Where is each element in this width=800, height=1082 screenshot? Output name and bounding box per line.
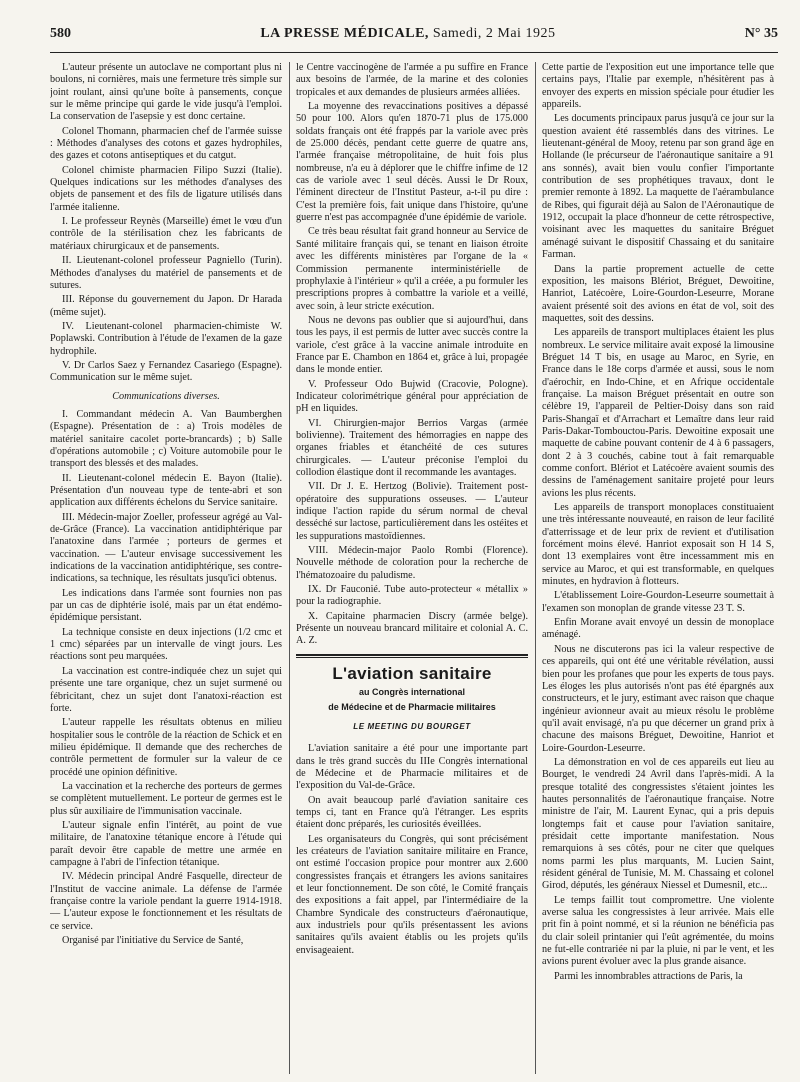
paragraph: V. Dr Carlos Saez y Fernandez Casariego (Espagne). Communication sur le même sujet. — [50, 359, 282, 384]
paragraph: La vaccination est contre-indiquée chez un sujet qui présente une tare organique, chez un sujet surmené ou fébricitant, chez un sujet dont l'anatoxi-réaction est forte. — [50, 665, 282, 714]
column-left — [50, 62, 282, 1074]
journal-title-line — [260, 26, 555, 42]
paragraph: Parmi les innombrables attractions de Paris, la — [554, 970, 743, 982]
column-middle — [296, 62, 528, 1074]
paragraph: L'auteur signale enfin l'intérêt, au point de vue militaire, de l'anatoxine tétanique encore à l'étude qui paraît devoir être capable de mettre une armée en campagne à l'abri de l'infection tétanique. — [50, 819, 282, 868]
paragraph: IV. Médecin principal André Fasquelle, directeur de l'Institut de vaccine animale. La défense de l'armée française contre la variole pendant la guerre 1914-1918. — L'auteur expose le fonctionnement et les résultats de ce service. — [50, 871, 282, 932]
paragraph: Les indications dans l'armée sont fournies non pas par un cas de diphtérie isolé, mais par un état endémo-épidémique persistant. — [50, 587, 282, 624]
journal-title: LA PRESSE MÉDICALE, — [260, 26, 429, 41]
paragraph: VII. Dr J. E. Hertzog (Bolivie). Traitement post-opératoire des suppurations osseuses. — L'auteur indique l'action rapide du sérum normal de cheval desséché sur lactose, particulièrement dans les ostéites et les suppurations mastoïdiennes. — [296, 481, 528, 542]
paragraph: le Centre vaccinogène de l'armée a pu suffire en France aux besoins de l'armée, de la marine et des colonies tropicales et aux demandes de plusieurs armées alliées. — [296, 62, 528, 98]
page-header — [50, 26, 778, 53]
paragraph: X. Capitaine pharmacien Discry (armée belge). Présente un nouveau brancard militaire et colonial A. C. A. Z. — [296, 610, 528, 647]
paragraph: Le temps faillit tout compromettre. Une violente averse salua les congressistes à leur arrivée. Mais elle prit fin à point nommé, et si la réunion ne bénéficia pas du clair soleil printanier qui l'eût agrémentée, du moins ne fut-elle contrariée ni par la pluie, ni par le vent, et les avions purent évoluer avec la plus grande aisance. — [542, 894, 774, 968]
paragraph: Cette partie de l'exposition eut une importance telle que certains pays, l'Italie par exemple, n'hésitèrent pas à envoyer des experts en mission spéciale pour étudier les appareils. — [542, 62, 774, 111]
paragraph: Nous ne devons pas oublier que si aujourd'hui, dans tous les pays, il est permis de lutter avec succès contre la variole, c'est grâce à la vaccine animale introduite en France par E. Chambon en 1864 et, grâce à lui, propagée dans le monde entier. — [296, 314, 528, 376]
paragraph: Les organisateurs du Congrès, qui sont précisément les créateurs de l'aviation sanitaire militaire en France, ont estimé l'occasion propice pour montrer aux 2.600 congressistes français et étrangers les avions sanitaires et leur fonctionnement. De son côté, le Comité français des expositions a fait appel, par l'intermédiaire de la Chambre Syndicale des constructeurs d'aéronautique, aux industriels pour qu'ils présentassent les avions sanitaires qu'ils avaient établis ou les projets qu'ils envisageaient. — [296, 833, 528, 956]
paragraph: Les appareils de transport multiplaces étaient les plus nombreux. Le service militaire avait exposé la limousine Bréguet 14 T bis, en usage au Maroc, en Syrie, en France dans le 18e corps d'armée et aussi, sous le nom d'aérochir, en Indo-Chine, et en Afrique occidentale française. La maison Bréguet présentait en outre son célèbre 19, l'appareil de Peltier-Doisy dans son raid Paris-Shangaï et d'Arrachart et Lemaître dans leur raid Paris-Dakar-Tombouctou-Paris. Dewoitine exposait une maquette de cabine pouvant contenir de 4 à 6 passagers, dont 2 à 3 couchés, cabine tout à fait remarquable comme confort. Blériot et Latécoère avaient soumis des dessins de l'aménagement sanitaire projeté pour leurs avions les plus récents. — [542, 327, 774, 499]
paragraph: Colonel chimiste pharmacien Filipo Suzzi (Italie). Quelques indications sur les méthodes d'analyses des objets de pansement et des fils de ligature utilisés dans l'armée italienne. — [50, 164, 282, 213]
paragraph: IV. Lieutenant-colonel pharmacien-chimiste W. Poplawski. Contribution à l'étude de l'examen de la gaze hydrophile. — [50, 320, 282, 357]
paragraph: VI. Chirurgien-major Berrios Vargas (armée bolivienne). Traitement des hémorragies en nappe des organes friables et étanchéité de ces sutures chirurgicales. — L'auteur préconise l'emploi du collodion élastique dont il recommande les avantages. — [296, 417, 528, 478]
paragraph: L'auteur présente un autoclave ne comportant plus ni boulons, ni cornières, mais une fermeture très simple sur joint roulant, ainsi qu'une boîte à pansements, conçue sur le même principe qui garde le vide jusqu'à l'emploi. La conservation de l'asepsie y est donc certaine. — [50, 62, 282, 123]
paragraph: La vaccination et la recherche des porteurs de germes se complètent mutuellement. Le porteur de germes est le plus sûr auxiliaire de l'immunisation vaccinale. — [50, 780, 282, 817]
paragraph: On avait beaucoup parlé d'aviation sanitaire ces temps ci, tant en France qu'à l'étranger. Les esprits étaient donc préparés, les curiosités éveillées. — [296, 794, 528, 831]
paragraph: Les documents principaux parus jusqu'à ce jour sur la question avaient été rassemblés dans des vitrines. Le lieutenant-général de Mooy, retenu par son grand âge en Hollande (le précurseur de l'aéronautique sanitaire a 91 ans sonnés), avait bien voulu confier l'importante contribution de ses prophétiques travaux, dont le premier remonte à 1892. La maquette de l'aérambulance de Ribes, qui figurait déjà au Salon de l'Aéronautique de 1912, occupait la place d'honneur de cette rétrospective, voisinant avec les maquettes du sanitaire Bréguet aménagé suivant le dispositif Chassaing et du sanitaire Farman. — [542, 113, 774, 261]
issue-number: N° 35 — [744, 26, 778, 41]
section-divider — [296, 654, 528, 656]
paragraph: Dans la partie proprement actuelle de cette exposition, les maisons Blériot, Bréguet, Dewoitine, Hanriot, Latécoère, Loire-Gourdon-Leseurre, Morane avaient présenté soit des avions en état de vol, soit des maquettes, soit des dessins. — [542, 263, 774, 324]
paragraph: Nous ne discuterons pas ici la valeur respective de ces appareils, qui ont été une véritable révélation, aussi bien pour les profanes que pour les experts de tous pays. Les éloges les plus autorisés n'ont pas été épargnés aux constructeurs, et le jury, estimant avec raison que chaque ingénieur avionneur avait au mieux résolu le problème qu'il avait envisagé, n'a pu que décerner un grand prix à chacune des maisons Bréguet, Dewoitine, Hanriot et Loire-Gourdon-Leseurre. — [542, 643, 774, 754]
column-right — [542, 62, 774, 1074]
text-columns — [50, 62, 778, 1074]
paragraph: VIII. Médecin-major Paolo Rombi (Florence). Nouvelle méthode de coloration pour la recherche de l'hématozoaire du paludisme. — [296, 545, 528, 581]
page-number: 580 — [50, 26, 71, 41]
paragraph: Enfin Morane avait envoyé un dessin de monoplace aménagé. — [542, 617, 774, 641]
paragraph: Organisé par l'initiative du Service de Santé, — [62, 935, 244, 947]
paragraph: La moyenne des revaccinations positives a dépassé 50 pour 100. Alors qu'en 1870-71 plus de 175.000 soldats français ont été frappés par la variole avec près de 25.000 décès, pendant cette guerre de quatre ans, l'armée française métropolitaine, de huit fois plus nombreuse, n'a eu à déplorer que le chiffre infime de 12 cas de variole avec 1 seul décès. Aussi le Dr Roux, l'éminent directeur de l'Institut Pasteur, a-t-il pu dire : C'est la première fois, fait unique dans l'histoire, qu'une guerre n'est pas accompagnée d'une épidémie de variole. — [296, 101, 528, 224]
paragraph: Colonel Thomann, pharmacien chef de l'armée suisse : Méthodes d'analyses des cotons et gazes hydrophiles, des gazes et cotons antiseptiques et du catgut. — [50, 125, 282, 162]
paragraph: L'établissement Loire-Gourdon-Leseurre soumettait à l'examen son monoplan de grande vitesse 23 T. S. — [542, 590, 774, 614]
article-title: L'aviation sanitaire — [332, 663, 492, 683]
article-subtitle: de Médecine et de Pharmacie militaires — [328, 701, 496, 712]
paragraph: I. Le professeur Reynès (Marseille) émet le vœu d'un contrôle de la stérilisation chez les fabricants de matériaux chirurgicaux et de pansements. — [50, 216, 282, 252]
section-subheading: Communications diverses. — [112, 390, 220, 402]
column-divider — [535, 62, 536, 1074]
paragraph: V. Professeur Odo Bujwid (Cracovie, Pologne). Indicateur colorimétrique général pour appréciation de pH en liquides. — [296, 378, 528, 415]
article-subtitle: au Congrès international — [358, 687, 465, 698]
paragraph: IX. Dr Fauconié. Tube auto-protecteur « métallix » pour la radiographie. — [296, 584, 528, 608]
paragraph: La démonstration en vol de ces appareils eut lieu au Bourget, le vendredi 24 Avril dans l'après-midi. A la presque totalité des congressistes s'étaient jointes les hautes personnalités de l'aéronautique française. Notre ministre de l'air, M. Laurent Eynac, qui a pris depuis longtemps fait et cause pour l'aviation sanitaire, présidait cette importante manifestation. Nous remarquions à ses côtés, pour ne citer que quelques noms parmi les plus marquants, M. Lucien Saint, résident général de Tunisie, M. M. Chassaing et colonel Girod, députés, les généraux Niessel et Dumesnil, etc... — [542, 756, 774, 892]
article-kicker: LE MEETING DU BOURGET — [353, 721, 471, 731]
paragraph: I. Commandant médecin A. Van Baumberghen (Espagne). Présentation de : a) Trois modèles de matériel sanitaire cacolet porte-brancards) ; b) Salle d'opérations automobile ; c) Voiture automobile pour le transport des blessés et des malades. — [50, 408, 282, 470]
paragraph: La technique consiste en deux injections (1/2 cmc et 1 cmc) séparées par un intervalle de vingt jours. Les réactions sont peu marquées. — [50, 626, 282, 663]
paragraph: II. Lieutenant-colonel professeur Pagniello (Turin). Méthodes d'analyses du matériel de pansements et de sutures. — [50, 255, 282, 291]
column-divider — [289, 62, 290, 1074]
paragraph: III. Réponse du gouvernement du Japon. Dr Harada (même sujet). — [50, 294, 282, 318]
paragraph: II. Lieutenant-colonel médecin E. Bayon (Italie). Présentation d'un nouveau type de tente-abri et son application aux différents échelons du Service sanitaire. — [50, 472, 282, 509]
section-divider — [296, 657, 528, 658]
paragraph: Ce très beau résultat fait grand honneur au Service de Santé militaire français qui, se tenant en liaison étroite avec les différents ministères par l'organe de la « Commission permanente interministérielle de prophylaxie à l'intérieur » qu'il a créée, a pu formuler les prescriptions propres à combattre la variole et a veillé, avec soin, à leur stricte exécution. — [296, 226, 528, 312]
paragraph: L'auteur rappelle les résultats obtenus en milieu hospitalier sous le contrôle de la réaction de Schick et en milieu épidémique. Il demande que des recherches de contrôle permettent de formuler sur la valeur de ce procédé une opinion définitive. — [50, 717, 282, 778]
issue-date: Samedi, 2 Mai 1925 — [432, 26, 556, 41]
paragraph: III. Médecin-major Zoeller, professeur agrégé au Val-de-Grâce (France). La vaccination antidiphtérique par l'anatoxine dans l'armée ; porteurs de germes et vaccination. — L'auteur envisage successivement les indications de la vaccination antidiphtérique, ses contre-indications, sa technique, les résultats jusqu'ici obtenus. — [50, 511, 282, 585]
paragraph: L'aviation sanitaire a été pour une importante part dans le très grand succès du IIIe Congrès international de Médecine et de Pharmacie militaires et de l'exposition du Val-de-Grâce. — [296, 743, 528, 792]
paragraph: Les appareils de transport monoplaces constituaient une très intéressante nouveauté, en raison de leur facilité d'atterrissage et de leur prix de revient et d'utilisation forcément moins élevé. Hanriot exposait son H 14 S, dont 13 exemplaires vont être incessamment mis en service au Maroc, et qui est transformable, en quelques minutes, en hydravion à flotteurs. — [542, 502, 774, 588]
